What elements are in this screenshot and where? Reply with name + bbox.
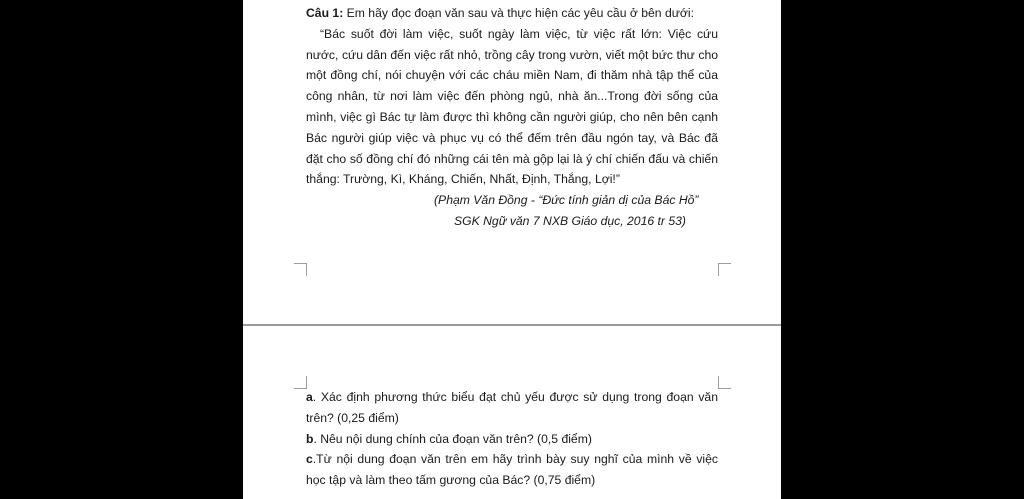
margin-corner-mark xyxy=(718,263,731,276)
question-c-label: c xyxy=(306,452,313,467)
page-2-content xyxy=(306,387,718,491)
question-a-continuation: trên? (0,25 điểm) xyxy=(306,410,399,425)
question-1-label: Câu 1: xyxy=(306,6,344,20)
passage-line: một đồng chí, nói chuyện với các cháu miền Nam, đi thăm nhà tập thể của xyxy=(306,68,718,83)
source-book-line: SGK Ngữ văn 7 NXB Giáo dục, 2016 tr 53) xyxy=(454,213,686,228)
passage-line: nước, cứu dân đến việc rất nhỏ, trồng cây trong vườn, viết một bức thư cho xyxy=(306,47,718,62)
passage-line: đặt cho số đồng chí đó những cái tên mà gộp lại là ý chí chiến đấu và chiến xyxy=(306,151,718,166)
question-1-heading xyxy=(306,3,718,24)
question-c-line xyxy=(306,449,718,470)
question-b-label: b xyxy=(306,431,314,446)
passage-line: thắng: Trường, Kì, Kháng, Chiến, Nhất, Định, Thắng, Lợi!” xyxy=(306,172,620,187)
question-c-continuation: học tập và làm theo tấm gương của Bác? (0,75 điểm) xyxy=(306,473,596,488)
question-a-label: a xyxy=(306,390,313,404)
document-page-2 xyxy=(243,326,781,499)
source-author-line: (Phạm Văn Đồng - “Đức tính giản dị của Bác Hồ” xyxy=(434,193,699,208)
question-c-text: .Từ nội dung đoạn văn trên em hãy trình bày suy nghĩ của mình về việc xyxy=(312,452,718,467)
passage-line: công nhân, từ nơi làm việc đến phòng ngủ, nhà ăn...Trong đời sống của xyxy=(306,89,718,104)
question-1-prompt: Em hãy đọc đoạn văn sau và thực hiện các yêu cầu ở bên dưới: xyxy=(343,6,694,20)
margin-corner-mark xyxy=(294,263,307,276)
passage-line: mình, việc gì Bác tự làm được thì không cần người giúp, cho nên bên cạnh xyxy=(306,109,718,124)
document-page-1 xyxy=(243,0,781,324)
question-b-text: . Nêu nội dung chính của đoạn văn trên? (0,5 điểm) xyxy=(313,431,592,446)
margin-corner-mark xyxy=(718,376,731,389)
passage-line: “Bác suốt đời làm việc, suốt ngày làm việc, từ việc rất lớn: Việc cứu xyxy=(320,26,718,41)
question-b-line xyxy=(306,429,718,450)
question-a-line xyxy=(306,387,718,408)
page-1-content xyxy=(306,3,718,232)
question-a-text: . Xác định phương thức biểu đạt chủ yếu được sử dụng trong đoạn văn xyxy=(312,390,718,404)
passage-line: Bác người giúp việc và phục vụ có thể đếm trên đầu ngón tay, và Bác đã xyxy=(306,130,718,145)
